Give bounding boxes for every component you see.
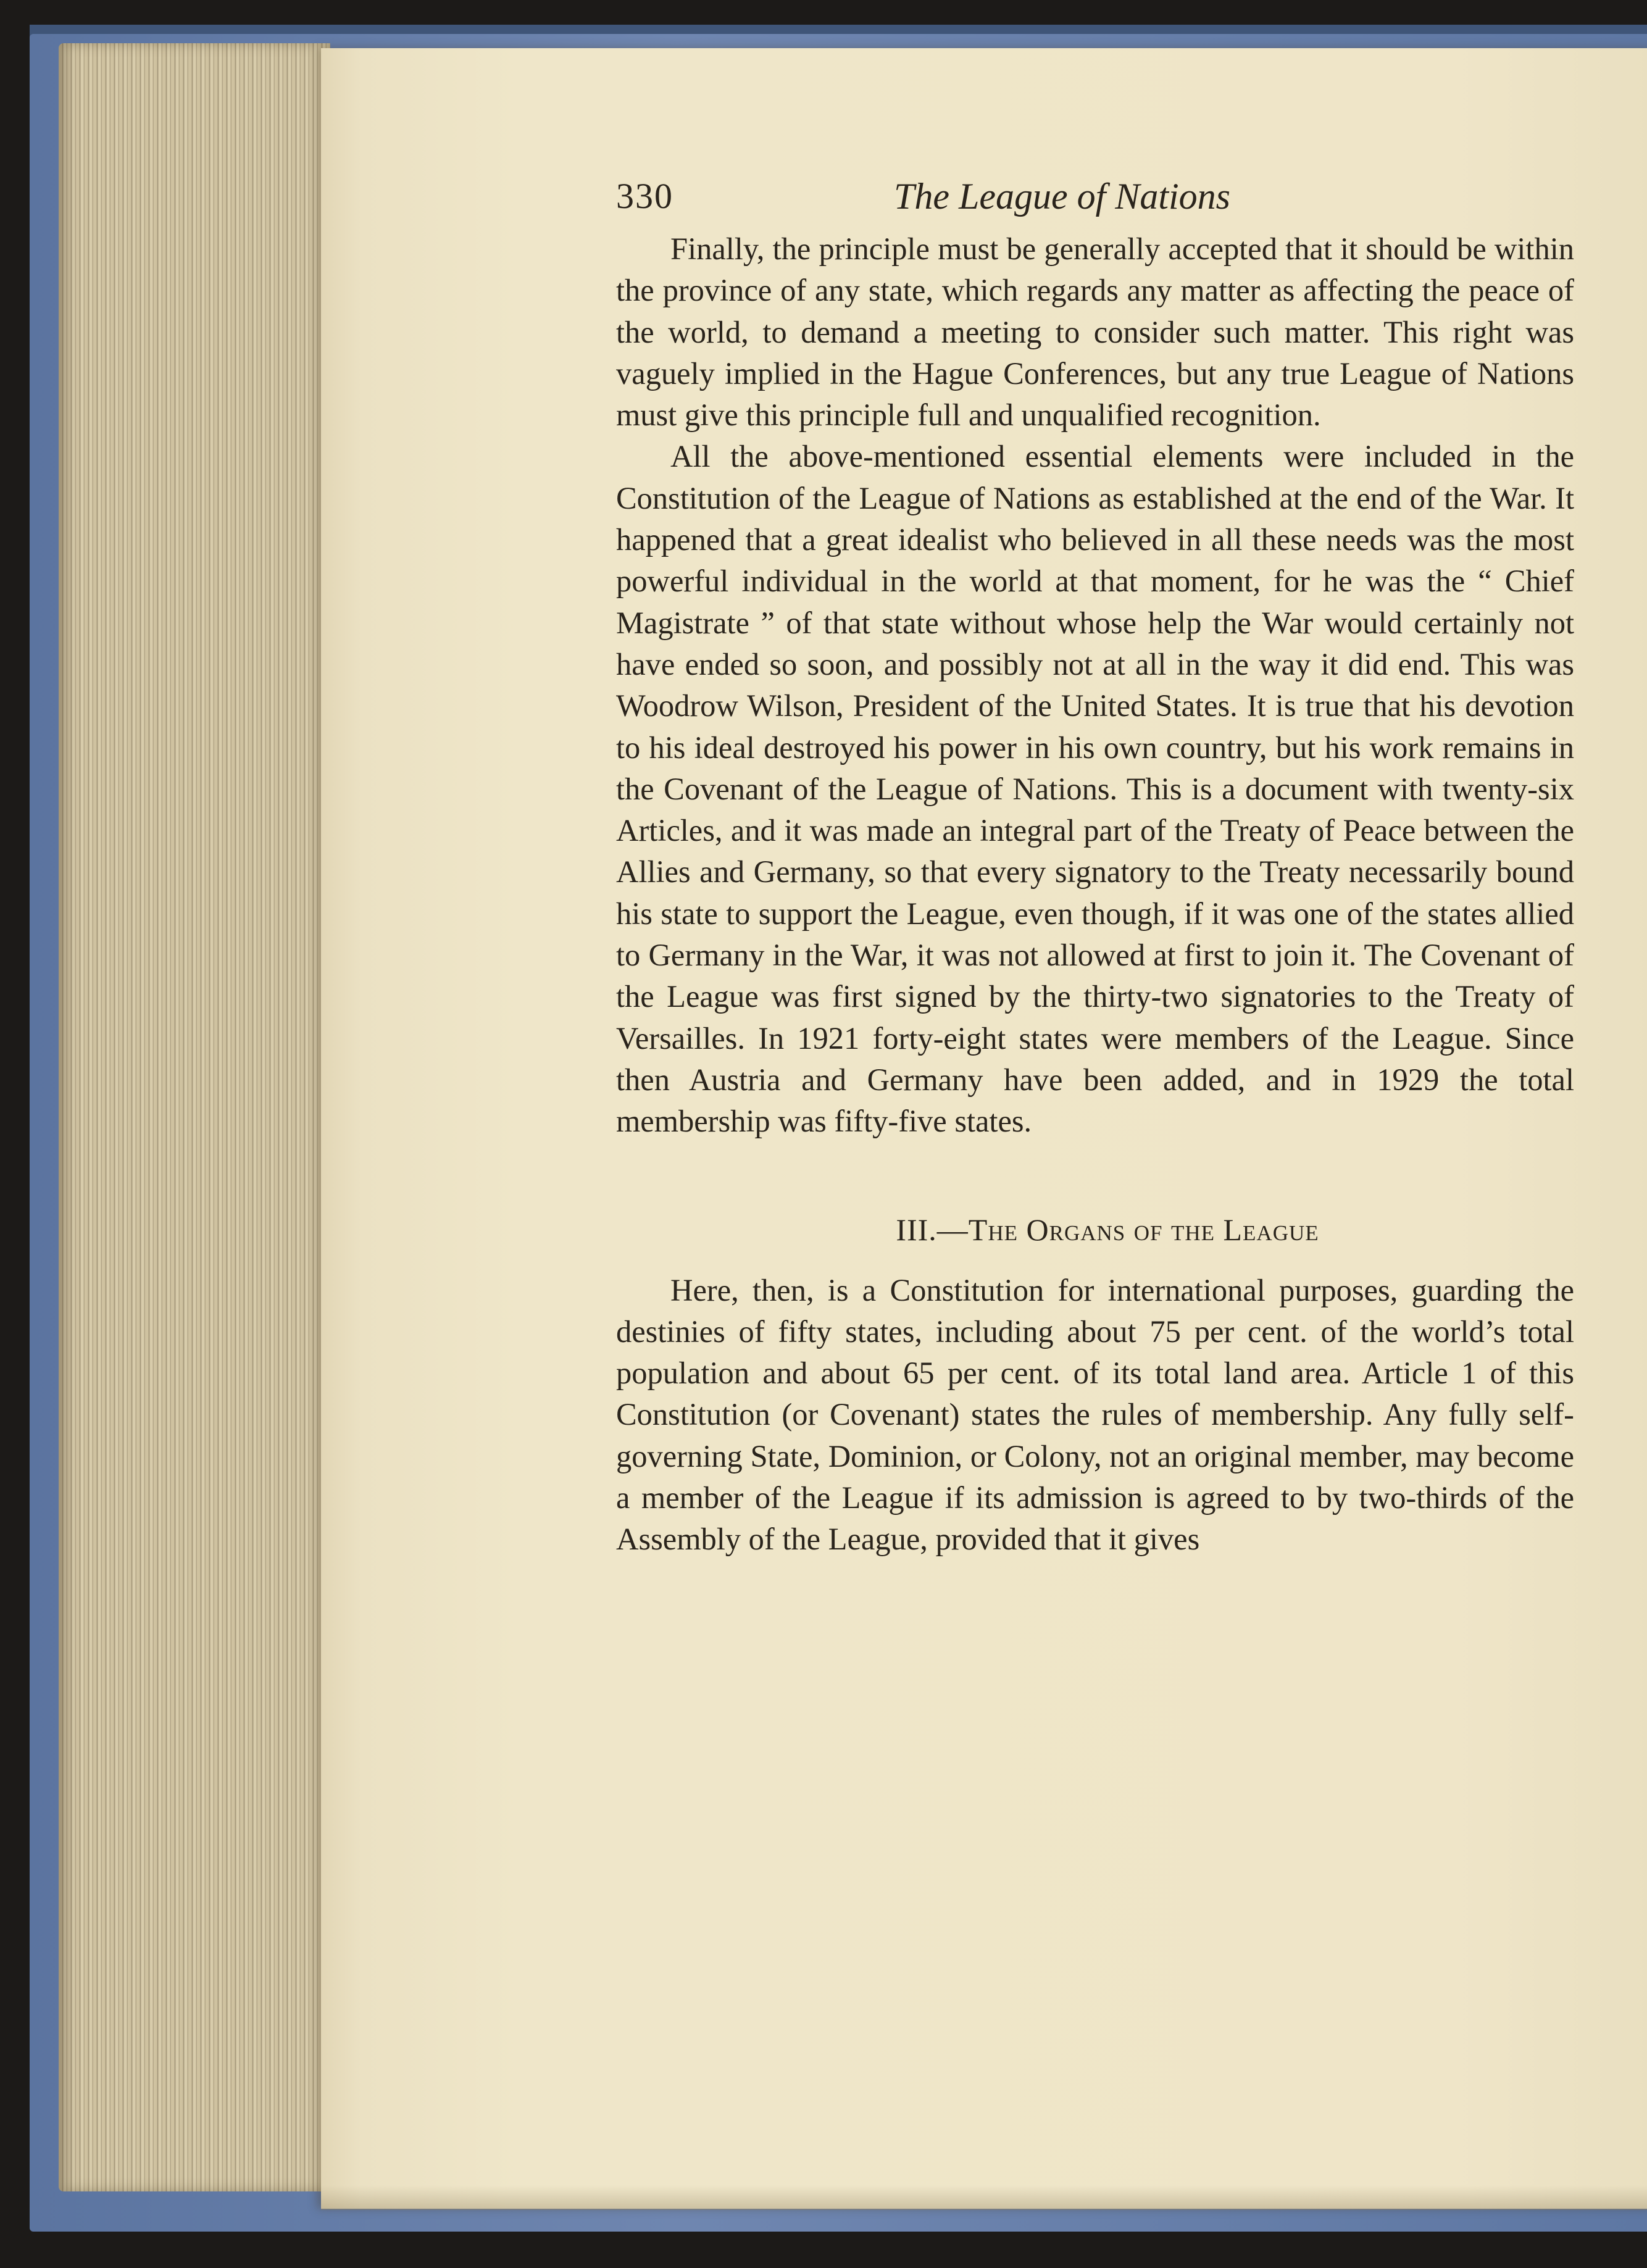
- running-head: [616, 167, 1574, 228]
- page-edges-stack: [59, 43, 330, 2191]
- section-paragraph-1: Here, then, is a Constitution for international purposes, guarding the destinies of fifty states, including about 75 per cent. of the world’s total population and about 65 per cent. of its total land area. Article 1 of this Constitution (or Covenant) states the rules of membership. Any fully self-governing State, Dominion, or Colony, not an original member, may become a member of the League if its admission is agreed to by two-thirds of the Assembly of the League, provided that it gives: [616, 1272, 1574, 1557]
- page-bottom-shadow: [321, 2185, 1647, 2210]
- page-text-block: [616, 167, 1574, 1561]
- paragraph-1: Finally, the principle must be generally accepted that it should be within the province of any state, which regards any matter as affecting the peace of the world, to demand a meeting to consider such matter. This right was vaguely implied in the Hague Conferences, but any true League of Nations must give this principle full and unqualified recognition.: [616, 231, 1574, 433]
- paragraph-2: All the above-mentioned essential elements were included in the Constitution of the League of Nations as established at the end of the War. It happened that a great idealist who believed in all these needs was the most powerful individual in the world at that moment, for he was the “ Chief Magistrate ” of that state without whose help the War would certainly not have ended so soon, and possibly not at all in the way it did end. This was Woodrow Wilson, President of the United States. It is true that his devotion to his ideal destroyed his power in his own country, but his work remains in the Covenant of the League of Nations. This is a document with twenty-six Articles, and it was made an integral part of the Treaty of Peace between the Allies and Germany, so that every signatory to the Treaty necessarily bound his state to support the League, even though, if it was one of the states allied to Germany in the War, it was not allowed at first to join it. The Covenant of the League was first signed by the thirty-two signatories to the Treaty of Versailles. In 1921 forty-eight states were members of the League. Since then Austria and Germany have been added, and in 1929 the total membership was fifty-five states.: [616, 439, 1574, 1139]
- page-number: 330: [616, 176, 673, 216]
- running-title: The League of Nations: [894, 176, 1231, 217]
- section-heading: III.—The Organs of the League: [896, 1212, 1319, 1247]
